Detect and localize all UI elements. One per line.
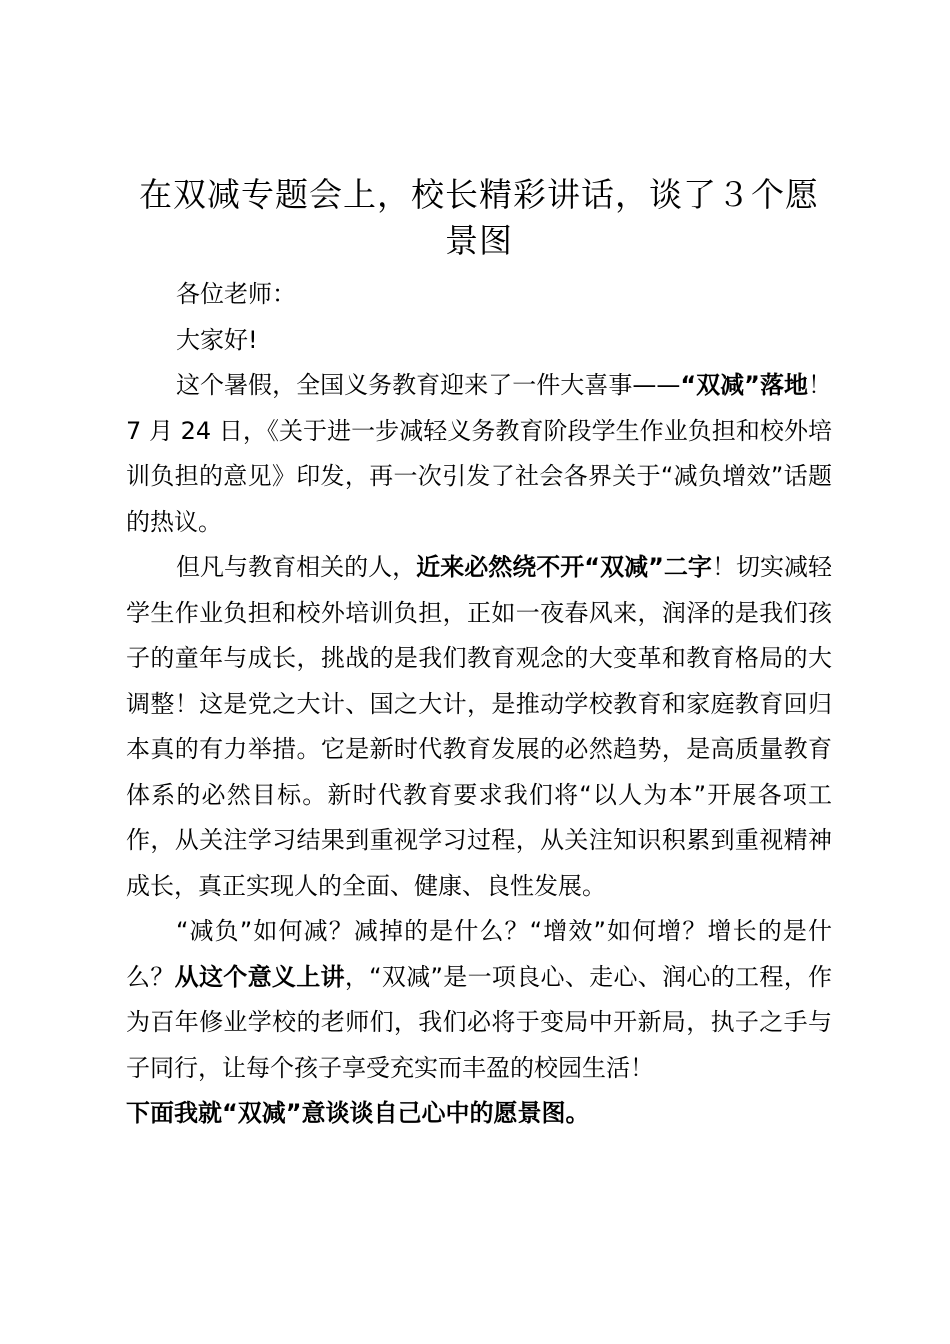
paragraph-2-text-b: ！切实减轻学生作业负担和校外培训负担，正如一夜春风来，润泽的是我们孩子的童年与成长，挑战的是我们教育观念的大变革和教育格局的大调整！这是党之大计、国之大计，是推动学校教育和家庭教育回归本真的有力举措。它是新时代教育发展的必然趋势，是高质量教育体系的必然目标。新时代教育要求我们将“以人为本”开展各项工作，从关注学习结果到重视学习过程，从关注知识积累到重视精神成长，真正实现人的全面、健康、良性发展。 xyxy=(126,553,833,900)
paragraph-1 xyxy=(126,363,832,545)
paragraph-1-text-a: 这个暑假，全国义务教育迎来了一件大喜事—— xyxy=(176,371,681,399)
paragraph-2-text-a: 但凡与教育相关的人， xyxy=(176,553,417,581)
paragraph-2-bold: 近来必然绕不开“双减”二字 xyxy=(416,553,712,581)
greeting: 大家好! xyxy=(176,325,258,354)
paragraph-1-text-b: ！7 月 24 日，《关于进一步减轻义务教育阶段学生作业负担和校外培训负担的意见》印发，再一次引发了社会各界关于“减负增效”话题的热议。 xyxy=(126,371,832,536)
paragraph-3-bold: 从这个意义上讲 xyxy=(174,962,345,991)
paragraph-2 xyxy=(126,545,832,909)
document-title: 在双减专题会上，校长精彩讲话，谈了３个愿景图 xyxy=(139,175,819,260)
salutation: 各位老师： xyxy=(176,280,296,308)
document-page xyxy=(126,172,832,1137)
paragraph-1-bold: “双减”落地 xyxy=(680,371,808,399)
paragraph-3-text-a: “减负”如何减？减掉的是什么？“增效”如何增？增长的是什么？ xyxy=(126,917,832,991)
paragraph-3-text-b: ，“双减”是一项良心、走心、润心的工程，作为百年修业学校的老师们，我们必将于变局中开新局，执子之手与子同行，让每个孩子享受充实而丰盈的校园生活！ xyxy=(126,962,833,1082)
closing-bold: 下面我就“双减”意谈谈自己心中的愿景图。 xyxy=(126,1099,590,1127)
closing-line xyxy=(126,1091,832,1137)
paragraph-3 xyxy=(126,909,832,1091)
